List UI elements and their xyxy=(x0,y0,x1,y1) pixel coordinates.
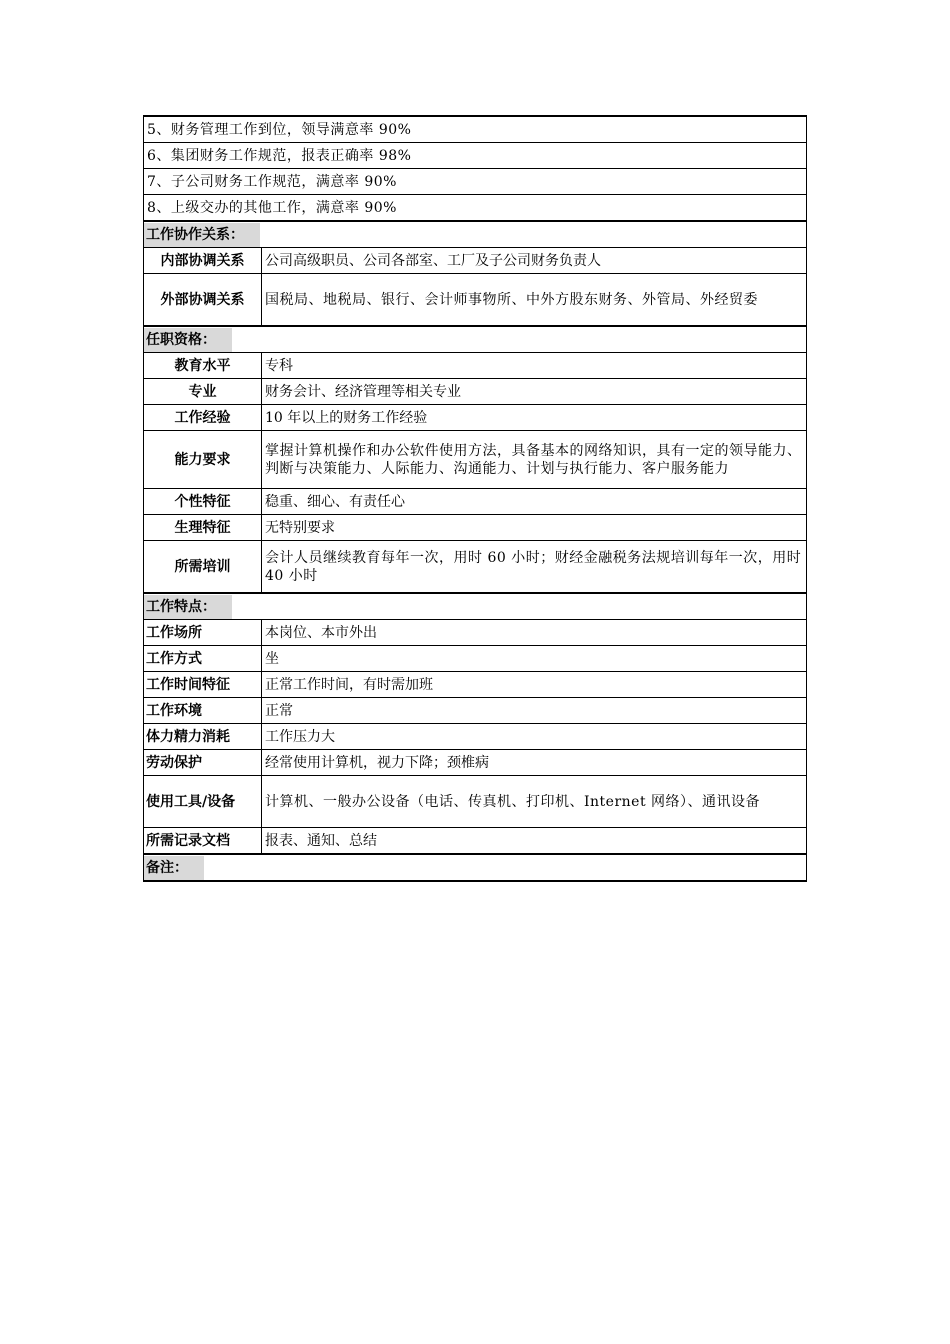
section-title: 工作特点： xyxy=(144,595,232,619)
section-header-qualifications xyxy=(144,326,807,353)
row-label: 工作方式 xyxy=(144,646,262,672)
section-title: 备注： xyxy=(144,856,204,880)
row-label: 所需培训 xyxy=(144,541,262,594)
row-label: 体力精力消耗 xyxy=(144,724,262,750)
row-label: 工作时间特征 xyxy=(144,672,262,698)
row-value: 稳重、细心、有责任心 xyxy=(262,489,807,515)
row-value: 财务会计、经济管理等相关专业 xyxy=(262,379,807,405)
duty-item: 8、上级交办的其他工作，满意率 90% xyxy=(144,195,807,222)
table-row xyxy=(144,489,807,515)
table-row xyxy=(144,646,807,672)
duty-row xyxy=(144,116,807,143)
duty-item: 7、子公司财务工作规范，满意率 90% xyxy=(144,169,807,195)
table-row xyxy=(144,828,807,855)
row-value: 专科 xyxy=(262,353,807,379)
table-row xyxy=(144,431,807,489)
section-header-collaboration xyxy=(144,221,807,248)
row-value: 10 年以上的财务工作经验 xyxy=(262,405,807,431)
table-row xyxy=(144,724,807,750)
section-title: 工作协作关系： xyxy=(144,223,260,247)
row-label: 内部协调关系 xyxy=(144,248,262,274)
row-label: 生理特征 xyxy=(144,515,262,541)
row-value: 无特别要求 xyxy=(262,515,807,541)
duty-item: 6、集团财务工作规范，报表正确率 98% xyxy=(144,143,807,169)
row-value: 经常使用计算机，视力下降；颈椎病 xyxy=(262,750,807,776)
job-description-table xyxy=(143,115,807,882)
section-header-remarks xyxy=(144,854,807,881)
row-value: 掌握计算机操作和办公软件使用方法，具备基本的网络知识，具有一定的领导能力、判断与决策能力、人际能力、沟通能力、计划与执行能力、客户服务能力 xyxy=(262,431,807,489)
row-value: 正常工作时间，有时需加班 xyxy=(262,672,807,698)
table-row xyxy=(144,379,807,405)
row-label: 个性特征 xyxy=(144,489,262,515)
row-label: 所需记录文档 xyxy=(144,828,262,855)
row-label: 教育水平 xyxy=(144,353,262,379)
row-value: 工作压力大 xyxy=(262,724,807,750)
duty-row xyxy=(144,195,807,222)
row-label: 工作环境 xyxy=(144,698,262,724)
table-row xyxy=(144,405,807,431)
row-value: 公司高级职员、公司各部室、工厂及子公司财务负责人 xyxy=(262,248,807,274)
duty-row xyxy=(144,143,807,169)
table-row xyxy=(144,353,807,379)
row-value: 会计人员继续教育每年一次，用时 60 小时；财经金融税务法规培训每年一次，用时 40 小时 xyxy=(262,541,807,594)
table-row xyxy=(144,776,807,828)
row-label: 劳动保护 xyxy=(144,750,262,776)
duty-item: 5、财务管理工作到位，领导满意率 90% xyxy=(144,116,807,143)
row-value: 报表、通知、总结 xyxy=(262,828,807,855)
row-value: 国税局、地税局、银行、会计师事物所、中外方股东财务、外管局、外经贸委 xyxy=(262,274,807,327)
table-row xyxy=(144,750,807,776)
row-value: 坐 xyxy=(262,646,807,672)
table-row xyxy=(144,698,807,724)
table-row xyxy=(144,515,807,541)
row-label: 工作场所 xyxy=(144,620,262,646)
row-label: 能力要求 xyxy=(144,431,262,489)
row-value: 正常 xyxy=(262,698,807,724)
section-header-work-features xyxy=(144,593,807,620)
row-value: 计算机、一般办公设备（电话、传真机、打印机、Internet 网络）、通讯设备 xyxy=(262,776,807,828)
row-label: 专业 xyxy=(144,379,262,405)
row-label: 使用工具/设备 xyxy=(144,776,262,828)
row-label: 外部协调关系 xyxy=(144,274,262,327)
section-title: 任职资格： xyxy=(144,328,232,352)
table-row xyxy=(144,620,807,646)
duty-row xyxy=(144,169,807,195)
table-row xyxy=(144,248,807,274)
table-row xyxy=(144,274,807,327)
table-row xyxy=(144,541,807,594)
row-value: 本岗位、本市外出 xyxy=(262,620,807,646)
row-label: 工作经验 xyxy=(144,405,262,431)
table-row xyxy=(144,672,807,698)
